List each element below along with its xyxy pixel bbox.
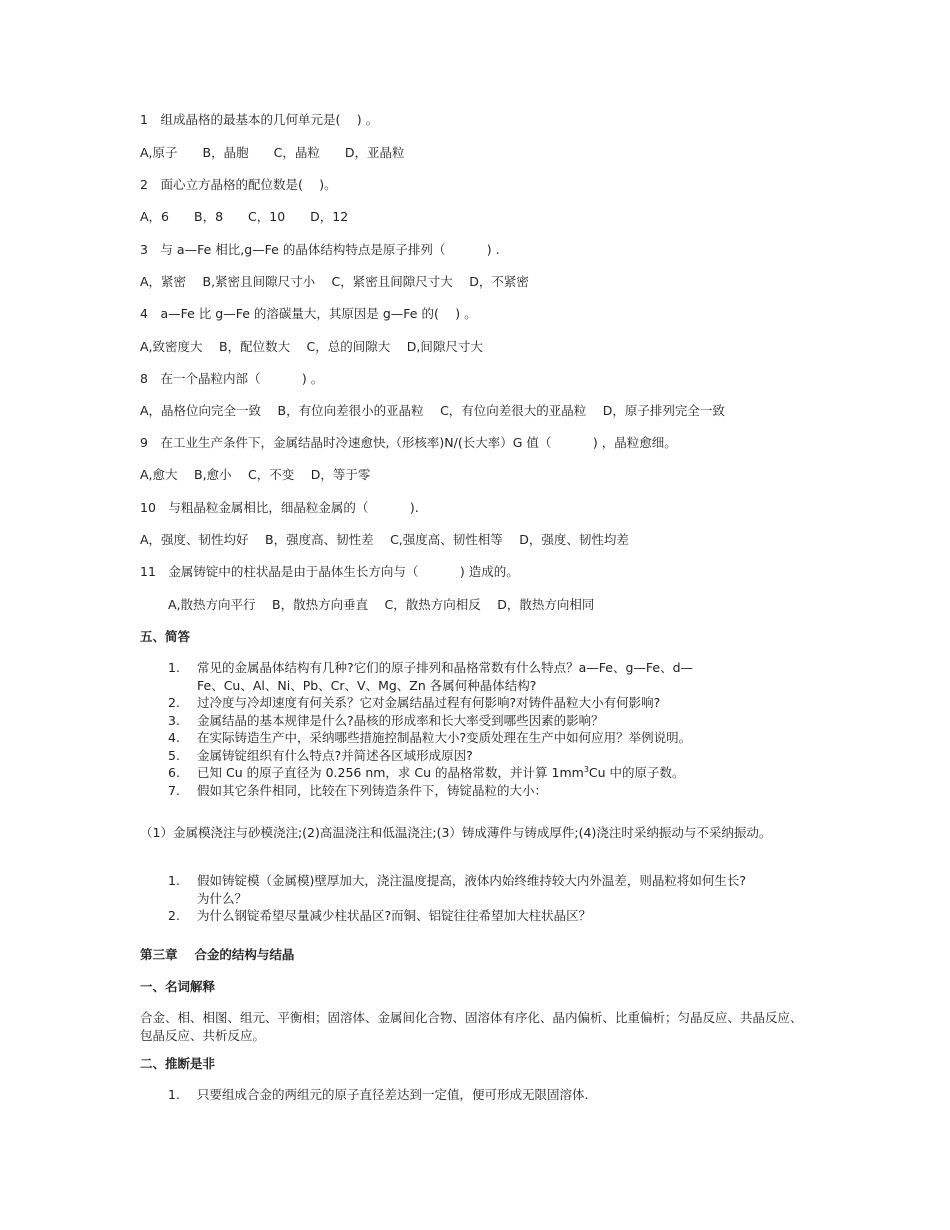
true-false-list	[140, 1086, 820, 1104]
list-item: 3. 金属结晶的基本规律是什么?晶核的形成率和长大率受到哪些因素的影响？	[168, 712, 604, 728]
list-item: 1. 假如铸锭模（金属模)壁厚加大，浇注温度提高，液体内始终维持较大内外温差，则晶粒将如何生长? 为什么？	[168, 873, 747, 906]
question-10: 10 与粗晶粒金属相比，细晶粒金属的（ ).	[140, 500, 419, 515]
question-1-options: A,原子 B，晶胞 C，晶粒 D，亚晶粒	[140, 145, 405, 160]
terms-heading: 一、名词解释	[140, 979, 216, 994]
list-item: 2. 为什么钢锭希望尽量减少柱状晶区?而铜、铝锭往往希望加大柱状晶区？	[168, 908, 592, 923]
question-10-options: A，强度、韧性均好 B，强度高、韧性差 C,强度高、韧性相等 D，强度、韧性均差	[140, 532, 629, 547]
list-item: 4. 在实际铸造生产中，采纳哪些措施控制晶粒大小?变质处理在生产中如何应用？举例说明。	[168, 730, 692, 745]
section-5-list	[140, 659, 820, 799]
question-1: 1 组成晶格的最基本的几何单元是( ) 。	[140, 112, 379, 127]
list-item: 1. 常见的金属晶体结构有几种?它们的原子排列和晶格常数有什么特点？a—Fe、g—Fe、d— Fe、Cu、Al、Ni、Pb、Cr、V、Mg、Zn 各属何种晶体结构?	[168, 660, 694, 693]
list-item: 5. 金属铸锭组织有什么特点?并简述各区域形成原因?	[168, 747, 473, 763]
question-9-options: A,愈大 B,愈小 C，不变 D，等于零	[140, 467, 371, 482]
question-8: 8 在一个晶粒内部（ ) 。	[140, 371, 324, 386]
chapter-title: 第三章 合金的结构与结晶	[140, 947, 295, 962]
question-3-options: A，紧密 B,紧密且间隙尺寸小 C，紧密且间隙尺寸大 D，不紧密	[140, 274, 529, 289]
question-9: 9 在工业生产条件下，金属结晶时冷速愈快,（形核率)N/(长大率）G 值（ ) ，晶粒愈细。	[140, 435, 677, 450]
conditions-paragraph: （1）金属模浇注与砂模浇注;(2)高温浇注和低温浇注;(3）铸成薄件与铸成厚件;(4)浇注时采纳振动与不采纳振动。	[140, 825, 772, 840]
question-3: 3 与 a—Fe 相比,g—Fe 的晶体结构特点是原子排列（ ) .	[140, 242, 500, 257]
list-item: 6. 已知 Cu 的原子直径为 0.256 nm，求 Cu 的晶格常数，并计算 $1mm^3Cu$ 中的原子数。	[168, 764, 685, 780]
true-false-heading: 二、推断是非	[140, 1056, 216, 1071]
question-11-options: A,散热方向平行 B，散热方向垂直 C，散热方向相反 D，散热方向相同	[168, 597, 595, 612]
question-2-options: A，6 B，8 C，10 D，12	[140, 209, 349, 224]
list-item: 1. 只要组成合金的两组元的原子直径差达到一定值，便可形成无限固溶体.	[168, 1087, 589, 1102]
question-4-options: A,致密度大 B，配位数大 C，总的间隙大 D,间隙尺寸大	[140, 339, 483, 354]
section-5-heading: 五、简答	[140, 629, 191, 644]
list-item: 2. 过冷度与冷却速度有何关系？它对金属结晶过程有何影响?对铸件晶粒大小有何影响?	[168, 695, 661, 710]
section-5-list-2	[140, 872, 820, 925]
question-8-options: A，晶格位向完全一致 B，有位向差很小的亚晶粒 C，有位向差很大的亚晶粒 D，原子排列完全一致	[140, 403, 725, 418]
question-2: 2 面心立方晶格的配位数是( )。	[140, 177, 337, 192]
question-11: 11 金属铸锭中的柱状晶是由于晶体生长方向与（ ) 造成的。	[140, 564, 519, 579]
question-4: 4 a—Fe 比 g—Fe 的溶碳量大，其原因是 g—Fe 的( ) 。	[140, 306, 477, 321]
list-item: 7. 假如其它条件相同，比较在下列铸造条件下，铸锭晶粒的大小：	[168, 782, 548, 798]
terms-paragraph: 合金、相、相图、组元、平衡相；固溶体、金属间化合物、固溶体有序化、晶内偏析、比重偏析；匀晶反应、共晶反应、包晶反应、共析反应。	[140, 1010, 803, 1043]
